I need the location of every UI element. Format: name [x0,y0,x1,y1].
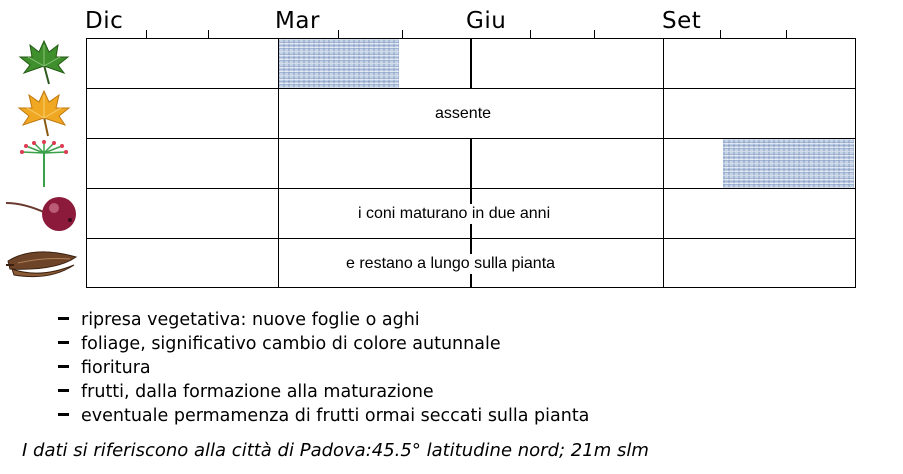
month-tick [786,30,787,38]
month-tick [720,30,721,38]
green-leaf-icon [4,39,82,89]
legend-item [58,356,151,380]
dry-seed-pod-icon [4,239,82,289]
legend-dash [58,341,69,344]
grid-line [470,38,472,88]
legend-text: ripresa vegetativa: nuove foglie o aghi [81,310,420,330]
legend-text: fioritura [81,358,151,378]
legend-text: foliage, significativo cambio di colore autunnale [81,334,501,354]
row-label-foliage: assente [431,104,495,124]
month-tick [402,30,403,38]
autumn-leaf-icon [4,89,82,139]
month-tick [338,30,339,38]
legend-dash [58,389,69,392]
legend-dash [58,317,69,320]
month-tick [208,30,209,38]
activity-bar-leaf-out [278,39,399,88]
grid-line [855,38,856,288]
season-label-dic: Dic [85,8,124,34]
grid-line [86,88,856,89]
month-tick [530,30,531,38]
legend-text: eventuale permamenza di frutti ormai seccati sulla pianta [81,406,590,426]
row-label-fruit: i coni maturano in due anni [354,204,554,224]
month-tick [594,30,595,38]
season-label-giu: Giu [466,8,507,34]
red-berry-icon [4,189,82,239]
legend-item [58,332,501,356]
phenology-grid [86,38,856,288]
month-tick [146,30,147,38]
grid-line [86,38,87,288]
flower-umbel-icon [4,139,82,189]
grid-line [278,38,279,288]
legend-text: frutti, dalla formazione alla maturazione [81,382,434,402]
row-label-dry-fruit: e restano a lungo sulla pianta [342,254,559,274]
legend-item [58,308,420,332]
season-label-mar: Mar [275,8,320,34]
legend-dash [58,413,69,416]
footnote: I dati si riferiscono alla città di Padova:45.5° latitudine nord; 21m slm [22,440,649,461]
legend-dash [58,365,69,368]
activity-bar-flowering [723,139,854,188]
grid-line [663,38,664,288]
legend-item [58,380,434,404]
legend-item [58,404,589,428]
season-label-set: Set [662,8,702,34]
